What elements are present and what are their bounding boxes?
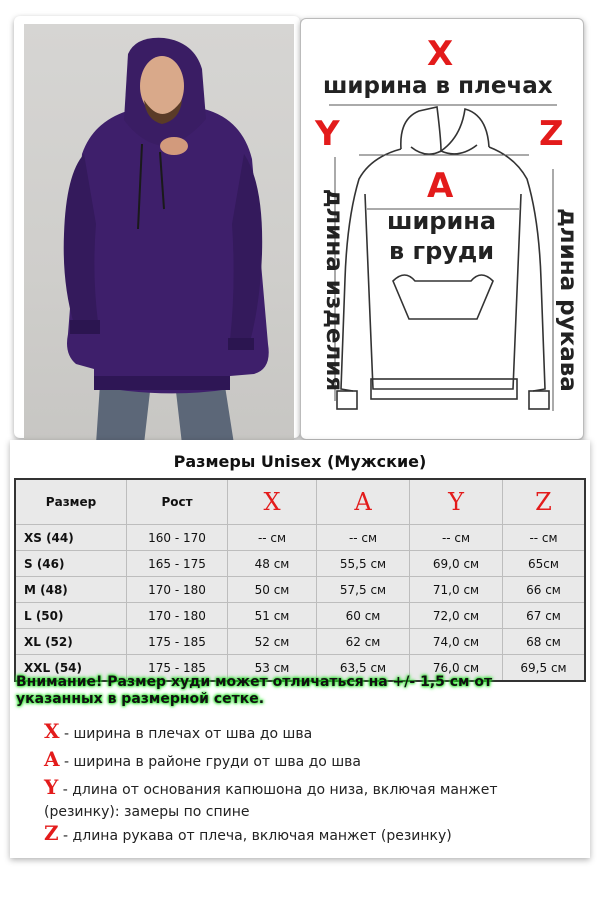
header-letter-y: Y [448, 488, 464, 516]
hoodie-model-illustration [24, 24, 294, 444]
size-table [14, 478, 586, 682]
legend-letter-y: Y [44, 775, 59, 799]
height-cell: 170 - 180 [127, 603, 228, 629]
size-cell: S (46) [15, 551, 127, 577]
size-tolerance-note: Внимание! Размер худи может отличаться на +/- 1,5 см от указанных в размерной сетке. [16, 674, 493, 707]
table-row [15, 577, 585, 603]
chest-width-label-line1: ширина [387, 207, 497, 235]
height-cell: 175 - 185 [127, 655, 228, 682]
x-cell: -- см [228, 525, 317, 551]
measurement-diagram-card [300, 18, 584, 440]
z-cell: 68 см [503, 629, 586, 655]
size-table-title: Размеры Unisex (Мужские) [173, 452, 427, 471]
z-cell: 65см [503, 551, 586, 577]
table-row [15, 603, 585, 629]
height-cell: 160 - 170 [127, 525, 228, 551]
a-cell: 63,5 см [317, 655, 410, 682]
garment-length-label: длина изделия [321, 188, 347, 392]
size-cell: L (50) [15, 603, 127, 629]
header-height: Рост [127, 479, 228, 525]
a-cell: 60 см [317, 603, 410, 629]
legend-text-z: - длина рукава от плеча, включая манжет (резинку) [58, 828, 452, 844]
y-cell: 72,0 см [410, 603, 503, 629]
header-letter-x: X [263, 488, 281, 516]
legend-text-x: - ширина в плечах от шва до шва [59, 726, 313, 742]
header-a [317, 479, 410, 525]
header-x [228, 479, 317, 525]
sleeve-length-label: длина рукава [555, 208, 581, 392]
y-cell: -- см [410, 525, 503, 551]
x-cell: 53 см [228, 655, 317, 682]
header-letter-a: A [354, 488, 372, 516]
legend-item-y [44, 776, 564, 823]
diagram-letter-y: Y [315, 114, 340, 154]
size-cell: XS (44) [15, 525, 127, 551]
z-cell: 66 см [503, 577, 586, 603]
height-cell: 170 - 180 [127, 577, 228, 603]
height-cell: 165 - 175 [127, 551, 228, 577]
z-cell: 69,5 см [503, 655, 586, 682]
table-row [15, 551, 585, 577]
a-cell: 62 см [317, 629, 410, 655]
diagram-letter-z: Z [539, 114, 564, 154]
size-cell: M (48) [15, 577, 127, 603]
header-z [503, 479, 586, 525]
header-letter-z: Z [535, 488, 552, 516]
header-size: Размер [15, 479, 127, 525]
legend-text-a: - ширина в районе груди от шва до шва [59, 754, 361, 770]
header-y [410, 479, 503, 525]
x-cell: 48 см [228, 551, 317, 577]
shoulder-width-label: ширина в плечах [323, 73, 553, 99]
x-cell: 50 см [228, 577, 317, 603]
diagram-letter-x: X [427, 34, 454, 74]
a-cell: 55,5 см [317, 551, 410, 577]
chest-width-label-line2: в груди [389, 237, 495, 265]
table-row [15, 525, 585, 551]
table-header-row [15, 479, 585, 525]
table-row [15, 629, 585, 655]
diagram-letter-a: A [427, 166, 454, 206]
z-cell: -- см [503, 525, 586, 551]
y-cell: 71,0 см [410, 577, 503, 603]
x-cell: 52 см [228, 629, 317, 655]
model-photo [24, 24, 294, 444]
legend-letter-x: X [44, 719, 60, 743]
y-cell: 76,0 см [410, 655, 503, 682]
z-cell: 67 см [503, 603, 586, 629]
a-cell: -- см [317, 525, 410, 551]
legend-item-a [44, 748, 564, 773]
height-cell: 175 - 185 [127, 629, 228, 655]
x-cell: 51 см [228, 603, 317, 629]
size-chart-panel [10, 440, 590, 858]
product-photo-card [14, 16, 300, 438]
legend-item-z [44, 822, 564, 847]
legend-letter-z: Z [44, 821, 59, 845]
size-cell: XL (52) [15, 629, 127, 655]
y-cell: 74,0 см [410, 629, 503, 655]
y-cell: 69,0 см [410, 551, 503, 577]
size-cell: XXL (54) [15, 655, 127, 682]
a-cell: 57,5 см [317, 577, 410, 603]
legend-text-y: - длина от основания капюшона до низа, включая манжет (резинку): замеры по спине [44, 782, 498, 820]
legend-letter-a: A [44, 747, 60, 771]
legend-item-x [44, 720, 564, 745]
